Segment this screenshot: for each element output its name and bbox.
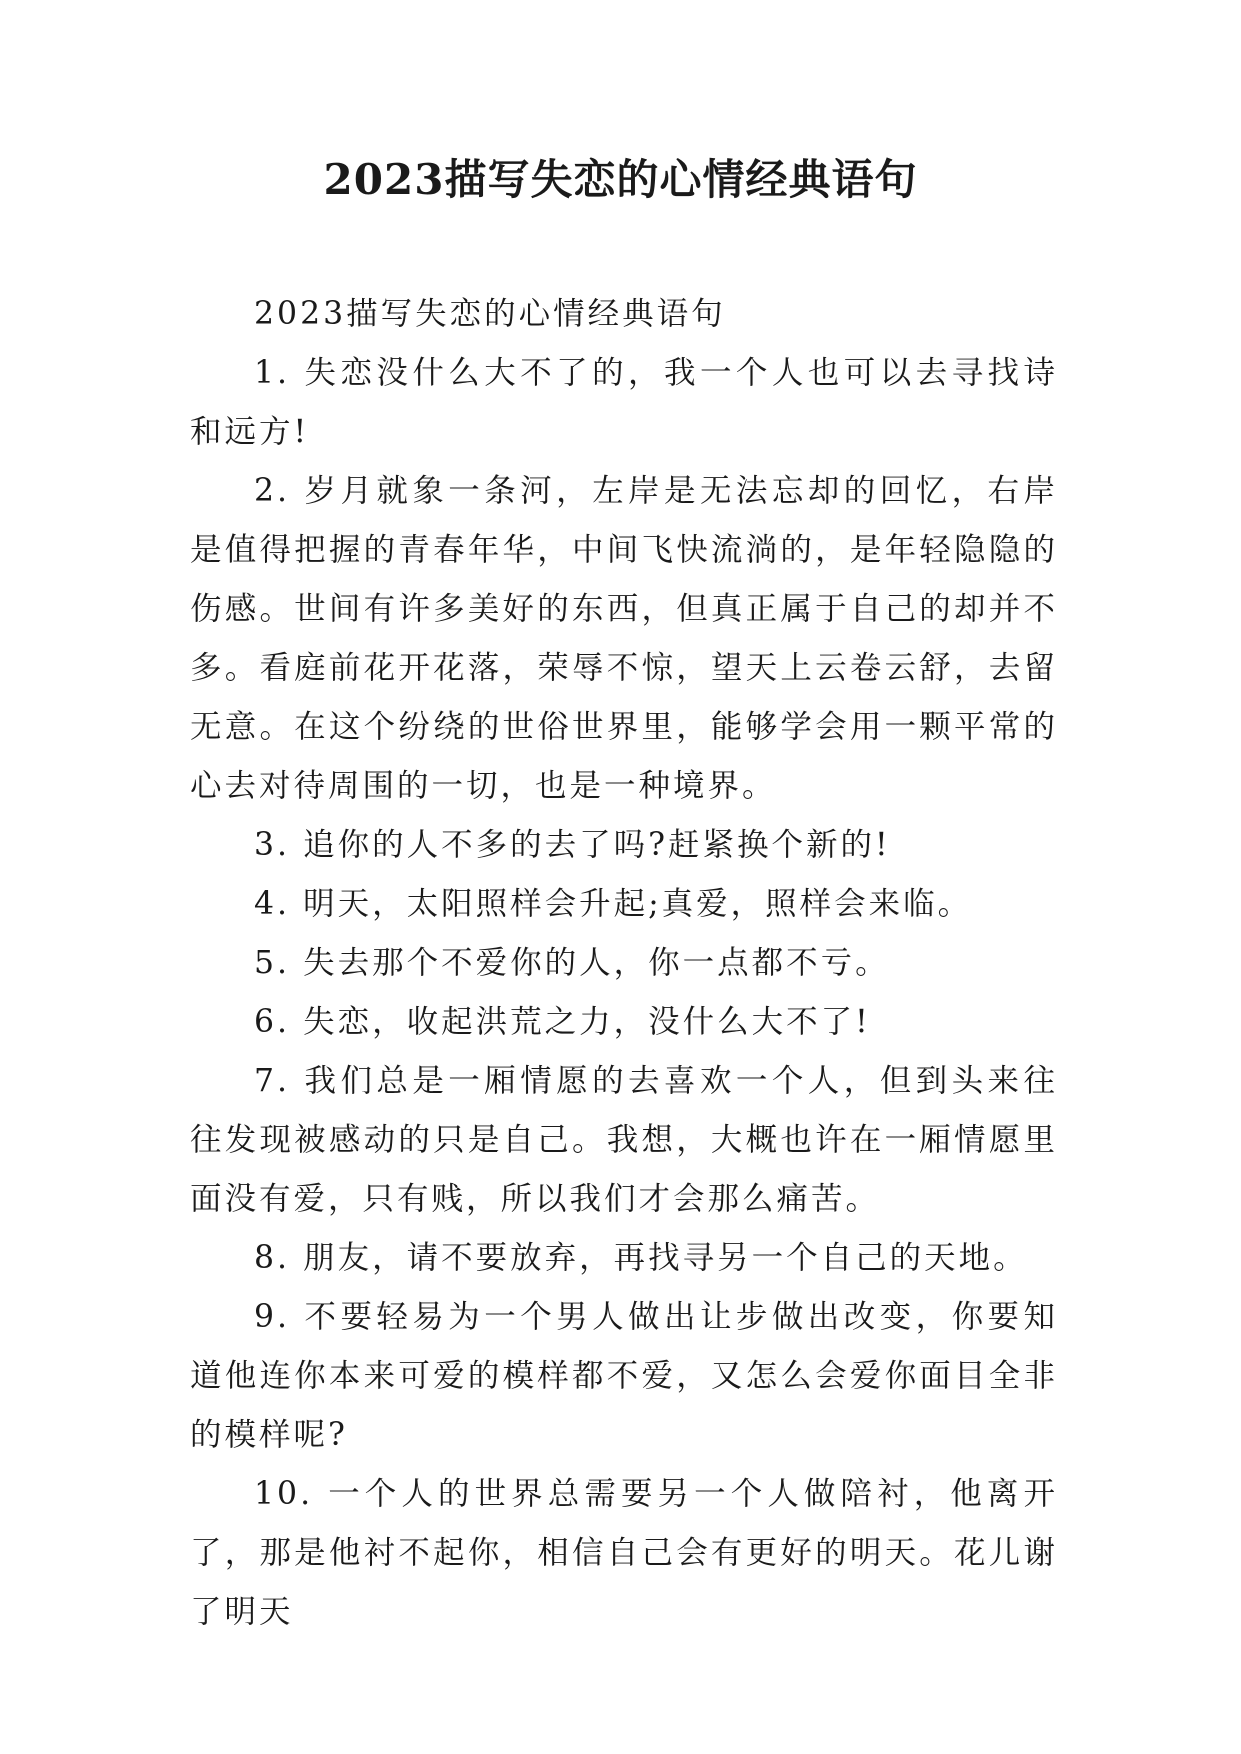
paragraph-item-10: 10. 一个人的世界总需要另一个人做陪衬，他离开了，那是他衬不起你，相信自己会有更好的明天。花儿谢了明天 xyxy=(190,1476,1058,1630)
paragraph-item-7: 7. 我们总是一厢情愿的去喜欢一个人，但到头来往往发现被感动的只是自己。我想，大概也许在一厢情愿里面没有爱，只有贱，所以我们才会那么痛苦。 xyxy=(190,1063,1058,1217)
paragraph-item-9: 9. 不要轻易为一个男人做出让步做出改变，你要知道他连你本来可爱的模样都不爱，又怎么会爱你面目全非的模样呢? xyxy=(190,1299,1058,1453)
paragraph-item-3: 3. 追你的人不多的去了吗?赶紧换个新的! xyxy=(254,827,891,863)
paragraph-item-4: 4. 明天，太阳照样会升起;真爱，照样会来临。 xyxy=(254,886,973,922)
document-body xyxy=(190,285,1058,1642)
paragraph-item-6: 6. 失恋，收起洪荒之力，没什么大不了! xyxy=(254,1004,871,1040)
paragraph-item-2: 2. 岁月就象一条河，左岸是无法忘却的回忆，右岸是值得把握的青春年华，中间飞快流淌的，是年轻隐隐的伤感。世间有许多美好的东西，但真正属于自己的却并不多。看庭前花开花落，荣辱不惊，望天上云卷云舒，去留无意。在这个纷绕的世俗世界里，能够学会用一颗平常的心去对待周围的一切，也是一种境界。 xyxy=(190,473,1058,804)
paragraph-subtitle: 2023描写失恋的心情经典语句 xyxy=(254,296,726,332)
document-title: 2023描写失恋的心情经典语句 xyxy=(323,155,918,204)
paragraph-item-8: 8. 朋友，请不要放弃，再找寻另一个自己的天地。 xyxy=(254,1240,1028,1276)
paragraph-item-1: 1. 失恋没什么大不了的，我一个人也可以去寻找诗和远方! xyxy=(190,355,1058,450)
paragraph-item-5: 5. 失去那个不爱你的人，你一点都不亏。 xyxy=(254,945,890,981)
